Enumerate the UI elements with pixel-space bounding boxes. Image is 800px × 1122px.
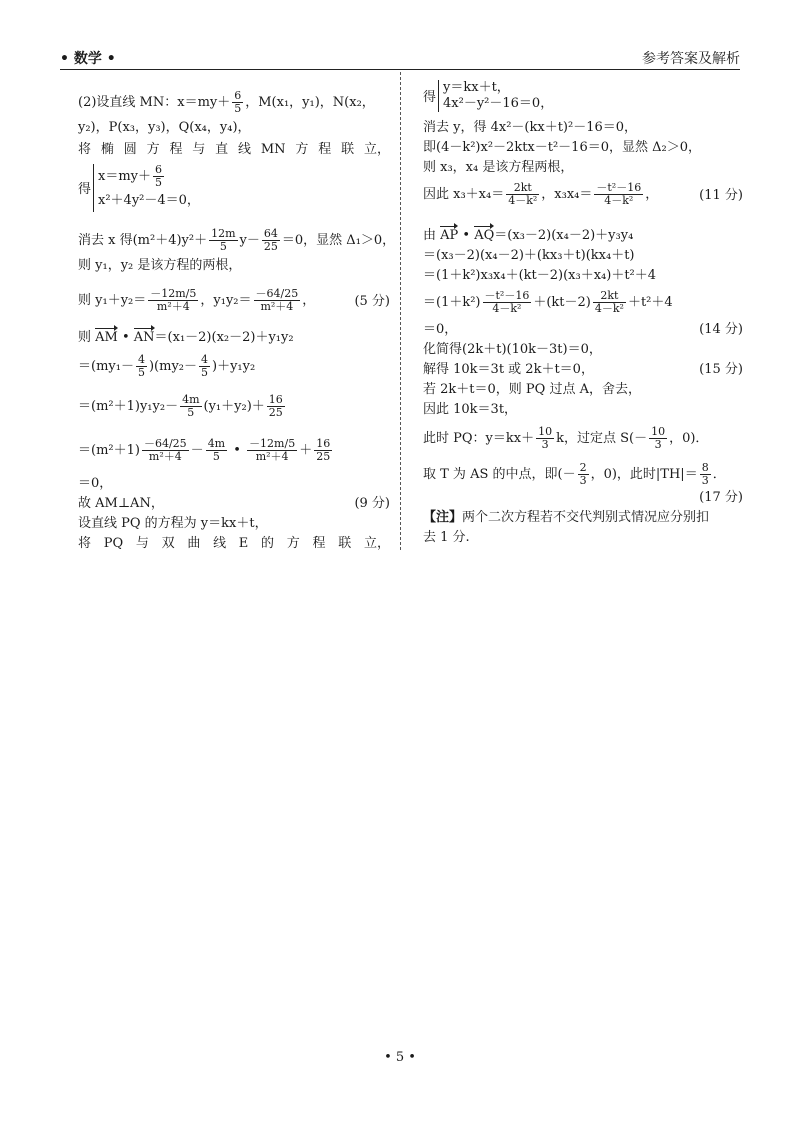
vector-ap: AP: [440, 228, 459, 243]
equation-system: 得 x＝my＋ $\frac{6}{5}$ x²＋4y²－4＝0，: [78, 164, 200, 212]
score-mark: (17 分): [699, 490, 743, 505]
fraction: $\frac{6}{5}$: [234, 89, 242, 115]
solution-line: 此时 PQ：y＝kx＋ $\frac{10}{3}$ k，过定点 S(－ $\frac{10}{3}$ ，0)．: [423, 425, 709, 451]
justified-line: 将 PQ 与 双 曲 线 E 的 方 程 联 立，: [78, 536, 390, 551]
solution-line: 则 AM • AN＝(x₁－2)(x₂－2)＋y₁y₂: [78, 330, 294, 345]
solution-line: ＝(m²＋1) $\frac{-64/25}{\text{m²＋4}}$ － $\frac{4m}{5}$ • $\frac{-12m/5}{\text{m²＋4}}$ ＋ $\frac{16}{25}$: [78, 437, 331, 463]
solution-line: 则 y₁＋y₂＝ $\frac{-12m/5}{\text{m²＋4}}$ ，y₁y₂＝ $\frac{-64/25}{\text{m²＋4}}$ ，: [78, 287, 316, 313]
page-number: • 5 •: [384, 1050, 416, 1065]
solution-line: y₂)，P(x₃，y₃)，Q(x₄，y₄)，: [78, 120, 251, 135]
solution-line: 则 x₃，x₄ 是该方程两根，: [423, 160, 574, 175]
solution-line: ＝(my₁－ $\frac{4}{5}$ )(my₂－ $\frac{4}{5}$ )＋y₁y₂: [78, 353, 256, 379]
equation-system: 得 y＝kx＋t， 4x²－y²－16＝0，: [423, 80, 554, 111]
score-mark: (11 分): [699, 188, 743, 203]
solution-line: 消去 y，得 4x²－(kx＋t)²－16＝0，: [423, 120, 638, 135]
header-rule: [60, 69, 740, 70]
solution-line: 则 y₁，y₂ 是该方程的两根，: [78, 258, 242, 273]
column-divider: [400, 72, 401, 550]
solution-line: ＝(x₃－2)(x₄－2)＋(kx₃＋t)(kx₄＋t): [423, 248, 635, 263]
solution-line: 故 AM⊥AN，: [78, 496, 164, 511]
score-mark: (5 分): [354, 294, 390, 309]
solution-line: ＝0，: [423, 322, 458, 337]
solution-line: ＝(1＋k²) $\frac{\text{－t²－16}}{\text{4－k²}}$ ＋(kt－2) $\frac{2kt}{\text{4－k²}}$ ＋t²＋4: [423, 289, 673, 315]
vector-an: AN: [133, 330, 155, 345]
solution-line: 化简得(2k＋t)(10k－3t)＝0，: [423, 342, 602, 357]
grading-note: 【注】两个二次方程若不交代判别式情况应分别扣: [423, 510, 710, 525]
solution-line: 即(4－k²)x²－2ktx－t²－16＝0，显然 Δ₂＞0，: [423, 140, 702, 155]
solution-line: 由 AP • AQ＝(x₃－2)(x₄－2)＋y₃y₄: [423, 228, 634, 243]
solution-line: 若 2k＋t＝0，则 PQ 过点 A，舍去，: [423, 382, 641, 397]
system-brace: y＝kx＋t， 4x²－y²－16＝0，: [438, 80, 553, 112]
system-brace: x＝my＋ $\frac{6}{5}$ x²＋4y²－4＝0，: [93, 164, 200, 212]
justified-line: 将 椭 圆 方 程 与 直 线 MN 方 程 联 立，: [78, 142, 390, 157]
note-tag: 【注】: [423, 510, 463, 525]
vector-am: AM: [95, 330, 118, 345]
subject-label: • 数学 •: [60, 51, 116, 67]
score-mark: (9 分): [354, 496, 390, 511]
solution-line: 设直线 PQ 的方程为 y＝kx＋t，: [78, 516, 268, 531]
solution-line: 取 T 为 AS 的中点，即(－ $\frac{2}{3}$ ，0)，此时|TH|＝ $\frac{8}{3}$ ．: [423, 461, 726, 487]
solution-line: 因此 x₃＋x₄＝ $\frac{2kt}{\text{4－k²}}$ ，x₃x₄＝ $\frac{\text{－t²－16}}{\text{4－k²}}$ ，: [423, 181, 659, 207]
vector-aq: AQ: [474, 228, 495, 243]
section-title: 参考答案及解析: [642, 51, 740, 67]
score-mark: (14 分): [699, 322, 743, 337]
grading-note: 去 1 分.: [423, 530, 470, 545]
solution-line: 解得 10k＝3t 或 2k＋t＝0，: [423, 362, 594, 377]
solution-line: ＝0，: [78, 476, 113, 491]
score-mark: (15 分): [699, 362, 743, 377]
solution-line: (2)设直线 MN：x＝my＋ $\frac{6}{5}$ ，M(x₁，y₁)，N(x₂，: [78, 89, 375, 115]
solution-line: 因此 10k＝3t，: [423, 402, 518, 417]
solution-line: ＝(1＋k²)x₃x₄＋(kt－2)(x₃＋x₄)＋t²＋4: [423, 268, 657, 283]
page-header: [60, 48, 740, 68]
solution-line: 消去 x 得(m²＋4)y²＋ $\frac{12m}{5}$ y－ $\frac{64}{25}$ ＝0，显然 Δ₁＞0，: [78, 227, 396, 253]
solution-line: ＝(m²＋1)y₁y₂－ $\frac{4m}{5}$ (y₁＋y₂)＋ $\frac{16}{25}$: [78, 393, 283, 419]
